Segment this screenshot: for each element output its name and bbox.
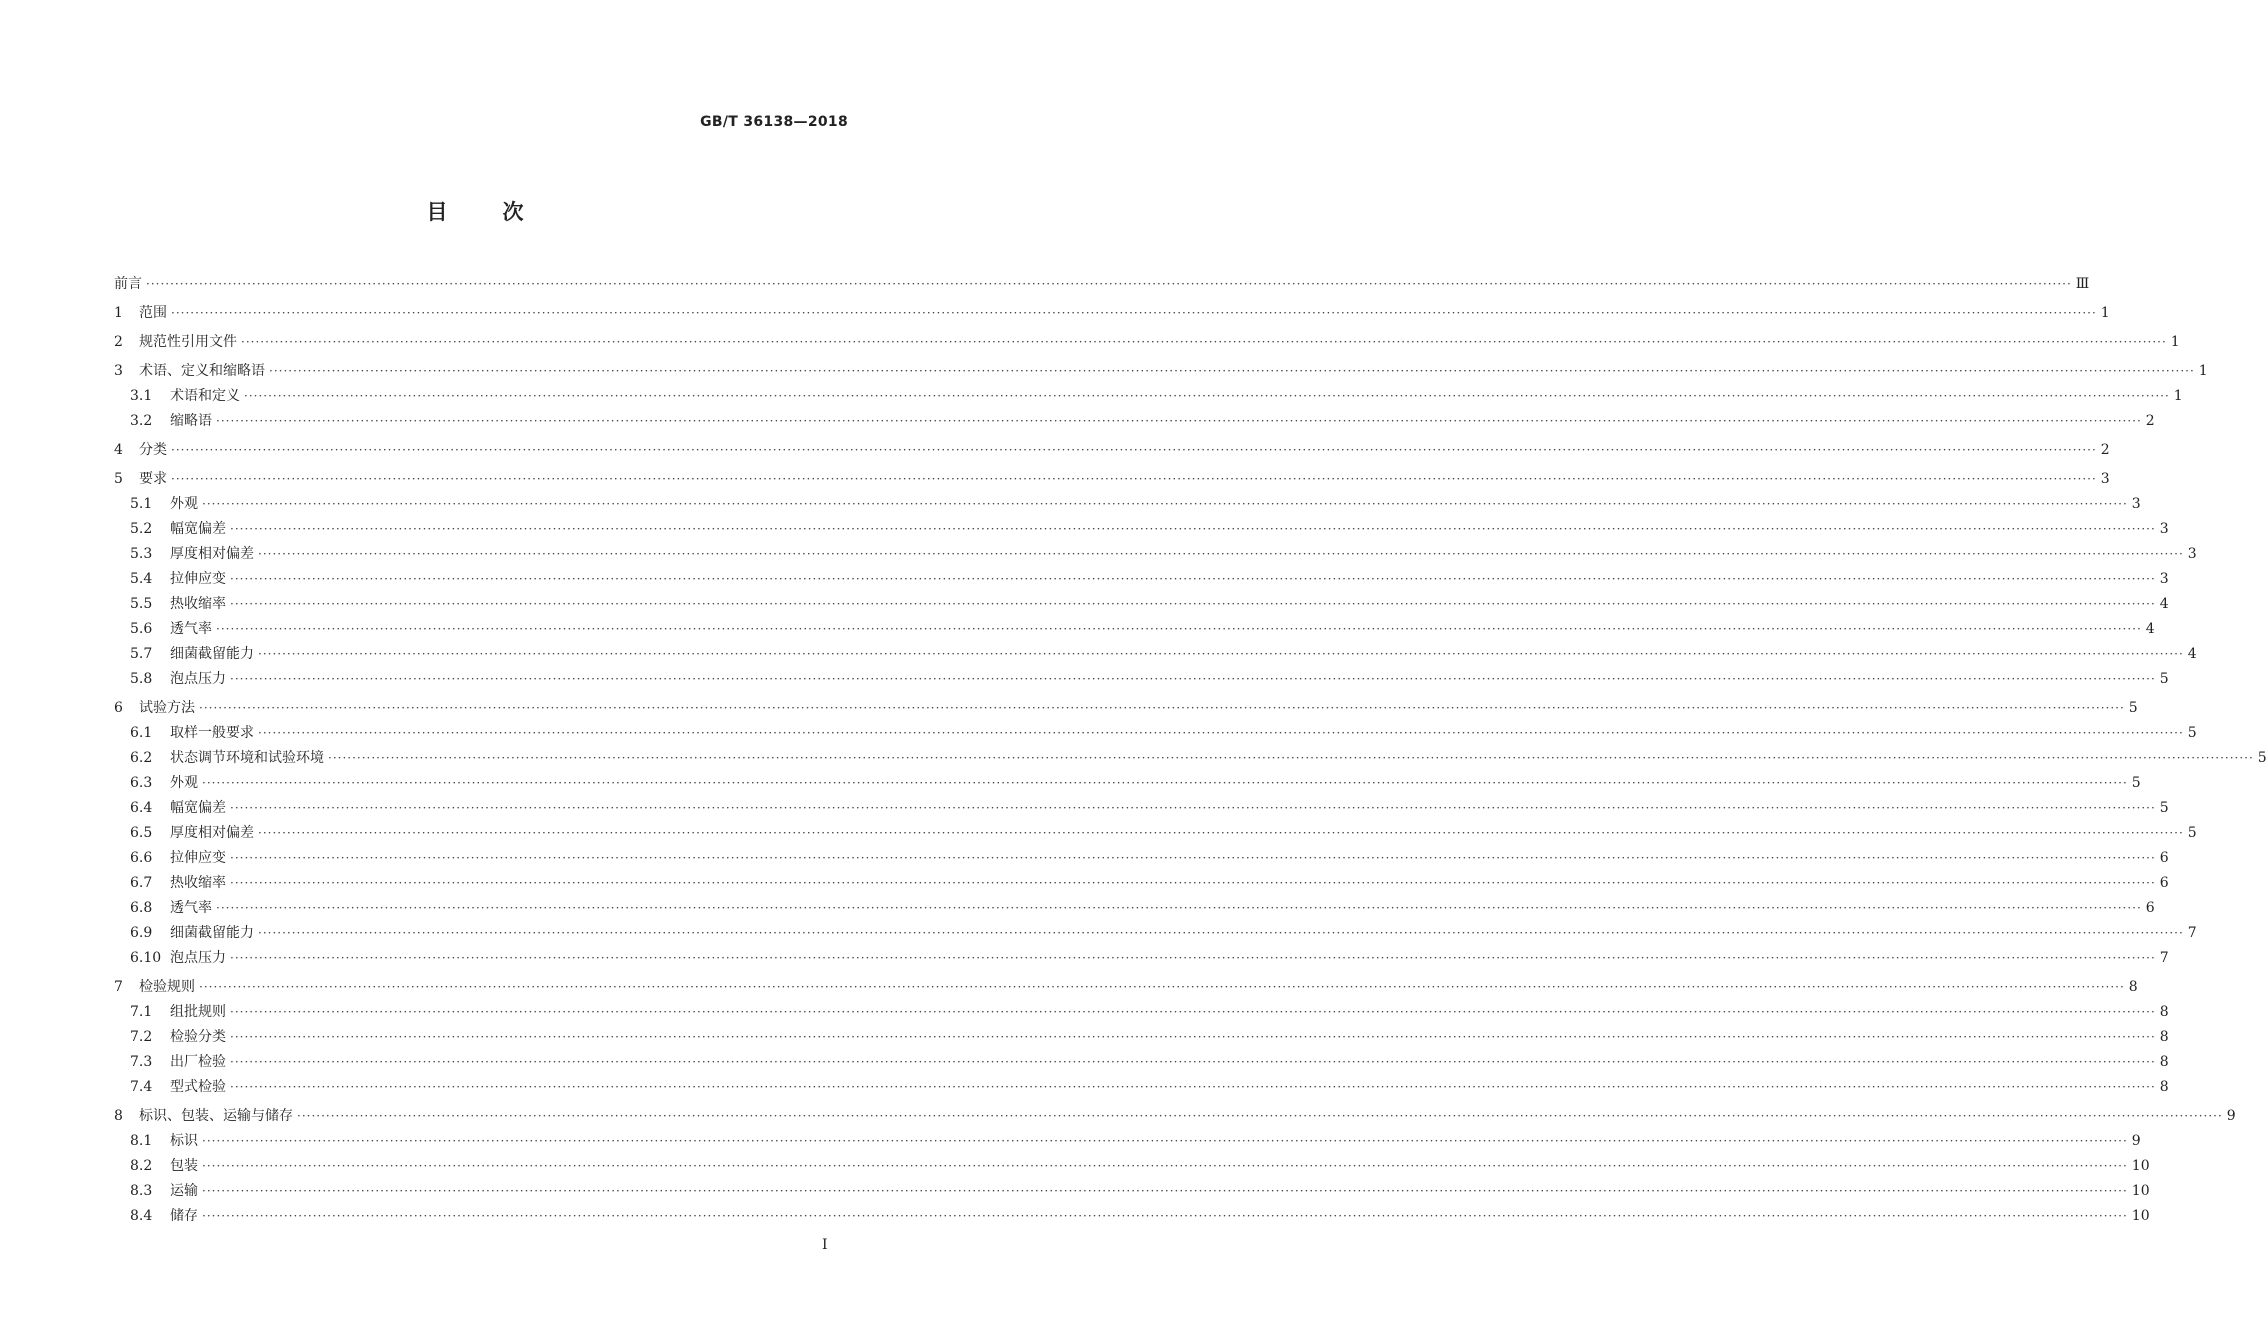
toc-entry-number: 6.5 — [130, 825, 153, 841]
toc-entry[interactable] — [114, 771, 2141, 796]
toc-entry-title: 检验规则 — [139, 979, 195, 995]
toc-entry[interactable] — [114, 272, 2090, 297]
toc-leader-dots: ················································································································································································································································································································································································································ — [230, 951, 2156, 965]
toc-entry-page: 10 — [2131, 1208, 2150, 1224]
toc-leader-dots: ················································································································································································································································································································································································································ — [216, 622, 2142, 636]
toc-entry-page: 5 — [2257, 750, 2267, 766]
toc-entry-title: 幅宽偏差 — [170, 800, 226, 816]
toc-entry[interactable] — [114, 975, 2138, 1000]
toc-entry-title: 试验方法 — [139, 700, 195, 716]
toc-entry[interactable] — [114, 330, 2180, 355]
toc-entry-number: 6.3 — [130, 775, 153, 791]
toc-entry-page: 5 — [2159, 671, 2169, 687]
toc-leader-dots: ················································································································································································································································································································································································································ — [230, 1005, 2156, 1019]
toc-entry[interactable] — [114, 567, 2169, 592]
toc-entry[interactable] — [114, 409, 2155, 434]
toc-entry-page: 1 — [2100, 305, 2110, 321]
toc-entry-page: 1 — [2198, 363, 2208, 379]
toc-entry-number: 6.9 — [130, 925, 153, 941]
toc-leader-dots: ················································································································································································································································································································································································································ — [230, 1055, 2156, 1069]
toc-entry[interactable] — [114, 696, 2138, 721]
toc-entry-number: 3 — [114, 363, 123, 379]
toc-entry-number: 8.2 — [130, 1158, 153, 1174]
toc-entry-page: 4 — [2145, 621, 2155, 637]
toc-leader-dots: ················································································································································································································································································································································································································ — [258, 826, 2184, 840]
toc-entry-number: 5.5 — [130, 596, 153, 612]
toc-entry-page: 4 — [2159, 596, 2169, 612]
toc-entry-page: 3 — [2131, 496, 2141, 512]
toc-leader-dots: ················································································································································································································································································································································································································ — [258, 926, 2184, 940]
toc-entry[interactable] — [114, 617, 2155, 642]
toc-leader-dots: ················································································································································································································································································································································································································ — [202, 1159, 2128, 1173]
toc-entry-number: 7.4 — [130, 1079, 153, 1095]
toc-entry[interactable] — [114, 438, 2110, 463]
toc-entry-title: 规范性引用文件 — [139, 334, 237, 350]
toc-entry-number: 5.2 — [130, 521, 153, 537]
toc-leader-dots: ················································································································································································································································································································································································································ — [171, 472, 2097, 486]
toc-entry[interactable] — [114, 1204, 2150, 1229]
toc-entry-number: 6.4 — [130, 800, 153, 816]
table-of-contents — [114, 272, 2267, 1229]
toc-entry-number: 7.2 — [130, 1029, 153, 1045]
toc-entry-page: 3 — [2159, 521, 2169, 537]
toc-entry[interactable] — [114, 1104, 2236, 1129]
toc-entry-title: 细菌截留能力 — [170, 925, 254, 941]
toc-leader-dots: ················································································································································································································································································································································································································ — [202, 497, 2128, 511]
toc-leader-dots: ················································································································································································································································································································································································································ — [230, 572, 2156, 586]
toc-entry-page: 10 — [2131, 1183, 2150, 1199]
toc-leader-dots: ················································································································································································································································································································································································································ — [297, 1109, 2223, 1123]
toc-entry-page: 5 — [2131, 775, 2141, 791]
toc-entry-number: 6.10 — [130, 950, 162, 966]
toc-entry-title: 透气率 — [170, 900, 212, 916]
toc-entry-title: 包装 — [170, 1158, 198, 1174]
title-char-1: 目 — [426, 200, 448, 224]
toc-leader-dots: ················································································································································································································································································································································································································ — [230, 1080, 2156, 1094]
toc-leader-dots: ················································································································································································································································································································································································································ — [202, 1184, 2128, 1198]
toc-leader-dots: ················································································································································································································································································································································································································ — [244, 389, 2170, 403]
toc-entry-number: 5.8 — [130, 671, 153, 687]
toc-entry[interactable] — [114, 746, 2267, 771]
toc-leader-dots: ················································································································································································································································································································································································································ — [269, 364, 2195, 378]
toc-entry-page: 8 — [2159, 1079, 2169, 1095]
toc-entry-number: 5.1 — [130, 496, 153, 512]
toc-entry-number: 3.1 — [130, 388, 153, 404]
toc-entry[interactable] — [114, 467, 2110, 492]
toc-entry[interactable] — [114, 1025, 2169, 1050]
toc-entry-title: 术语、定义和缩略语 — [139, 363, 265, 379]
page-folio: I — [822, 1237, 828, 1253]
toc-entry-title: 分类 — [139, 442, 167, 458]
toc-entry-title: 标识、包装、运输与储存 — [139, 1108, 293, 1124]
toc-entry-page: Ⅲ — [2075, 276, 2090, 292]
toc-entry-number: 6 — [114, 700, 123, 716]
toc-entry-page: 5 — [2128, 700, 2138, 716]
toc-entry-page: 9 — [2131, 1133, 2141, 1149]
toc-entry[interactable] — [114, 871, 2169, 896]
toc-entry-title: 热收缩率 — [170, 875, 226, 891]
page-title — [0, 196, 950, 226]
toc-entry-title: 范围 — [139, 305, 167, 321]
toc-leader-dots: ················································································································································································································································································································································································································ — [202, 776, 2128, 790]
toc-entry-title: 储存 — [170, 1208, 198, 1224]
toc-entry[interactable] — [114, 1179, 2150, 1204]
toc-leader-dots: ················································································································································································································································································································································································································ — [230, 851, 2156, 865]
toc-leader-dots: ················································································································································································································································································································································································································ — [202, 1209, 2128, 1223]
toc-entry-title: 泡点压力 — [170, 950, 226, 966]
toc-entry[interactable] — [114, 846, 2169, 871]
toc-entry-title: 术语和定义 — [170, 388, 240, 404]
toc-entry-title: 外观 — [170, 775, 198, 791]
toc-leader-dots: ················································································································································································································································································································································································································ — [202, 1134, 2128, 1148]
toc-entry[interactable] — [114, 542, 2197, 567]
toc-entry-page: 7 — [2159, 950, 2169, 966]
toc-entry-title: 泡点压力 — [170, 671, 226, 687]
toc-entry[interactable] — [114, 796, 2169, 821]
toc-entry-number: 6.6 — [130, 850, 153, 866]
toc-entry[interactable] — [114, 1075, 2169, 1100]
toc-entry-number: 7.1 — [130, 1004, 153, 1020]
toc-entry-number: 8.4 — [130, 1208, 153, 1224]
toc-entry-page: 6 — [2145, 900, 2155, 916]
toc-entry-title: 透气率 — [170, 621, 212, 637]
toc-leader-dots: ················································································································································································································································································································································································································ — [199, 701, 2125, 715]
toc-entry-title: 标识 — [170, 1133, 198, 1149]
toc-entry[interactable] — [114, 896, 2155, 921]
toc-entry-page: 2 — [2145, 413, 2155, 429]
toc-entry-number: 6.7 — [130, 875, 153, 891]
toc-entry-number: 8.1 — [130, 1133, 153, 1149]
toc-entry-title: 拉伸应变 — [170, 571, 226, 587]
toc-entry-page: 8 — [2159, 1054, 2169, 1070]
toc-entry-number: 7 — [114, 979, 123, 995]
toc-entry-page: 6 — [2159, 850, 2169, 866]
toc-entry[interactable] — [114, 1154, 2150, 1179]
toc-leader-dots: ················································································································································································································································································································································································································ — [216, 414, 2142, 428]
toc-entry-number: 5.4 — [130, 571, 153, 587]
toc-entry-number: 8.3 — [130, 1183, 153, 1199]
toc-entry-page: 8 — [2159, 1004, 2169, 1020]
toc-entry-title: 外观 — [170, 496, 198, 512]
toc-leader-dots: ················································································································································································································································································································································································································ — [230, 876, 2156, 890]
toc-leader-dots: ················································································································································································································································································································································································································ — [258, 647, 2184, 661]
toc-entry[interactable] — [114, 946, 2169, 971]
toc-entry-number: 6.2 — [130, 750, 153, 766]
toc-leader-dots: ················································································································································································································································································································································································································ — [171, 306, 2097, 320]
toc-entry[interactable] — [114, 517, 2169, 542]
toc-entry-page: 5 — [2159, 800, 2169, 816]
toc-entry-title: 状态调节环境和试验环境 — [170, 750, 324, 766]
toc-entry[interactable] — [114, 821, 2197, 846]
toc-entry-title: 缩略语 — [170, 413, 212, 429]
toc-entry-number: 2 — [114, 334, 123, 350]
toc-entry-number: 6.1 — [130, 725, 153, 741]
toc-entry-title: 厚度相对偏差 — [170, 825, 254, 841]
toc-entry[interactable] — [114, 921, 2197, 946]
toc-entry-page: 6 — [2159, 875, 2169, 891]
toc-entry[interactable] — [114, 721, 2197, 746]
toc-leader-dots: ················································································································································································································································································································································································································ — [328, 751, 2254, 765]
toc-entry-number: 6.8 — [130, 900, 153, 916]
toc-leader-dots: ················································································································································································································································································································································································································ — [216, 901, 2142, 915]
toc-leader-dots: ················································································································································································································································································································································································································ — [230, 597, 2156, 611]
toc-entry-number: 5 — [114, 471, 123, 487]
toc-entry-title: 取样一般要求 — [170, 725, 254, 741]
toc-entry[interactable] — [114, 1129, 2141, 1154]
toc-entry[interactable] — [114, 492, 2141, 517]
toc-entry-title: 型式检验 — [170, 1079, 226, 1095]
toc-entry-page: 5 — [2187, 725, 2197, 741]
toc-leader-dots: ················································································································································································································································································································································································································ — [199, 980, 2125, 994]
toc-entry-page: 3 — [2159, 571, 2169, 587]
toc-leader-dots: ················································································································································································································································································································································································································ — [241, 335, 2167, 349]
toc-entry-title: 拉伸应变 — [170, 850, 226, 866]
toc-entry-number: 5.3 — [130, 546, 153, 562]
toc-entry-page: 3 — [2187, 546, 2197, 562]
toc-entry-number: 1 — [114, 305, 123, 321]
toc-entry[interactable] — [114, 301, 2110, 326]
toc-entry-title: 前言 — [114, 276, 142, 292]
toc-entry-page: 9 — [2226, 1108, 2236, 1124]
toc-entry-page: 7 — [2187, 925, 2197, 941]
toc-entry-page: 10 — [2131, 1158, 2150, 1174]
toc-entry-number: 5.6 — [130, 621, 153, 637]
toc-entry-title: 幅宽偏差 — [170, 521, 226, 537]
toc-entry-title: 厚度相对偏差 — [170, 546, 254, 562]
toc-entry-title: 细菌截留能力 — [170, 646, 254, 662]
toc-entry-title: 要求 — [139, 471, 167, 487]
toc-entry[interactable] — [114, 667, 2169, 692]
toc-entry-page: 5 — [2187, 825, 2197, 841]
toc-entry-number: 3.2 — [130, 413, 153, 429]
toc-entry-number: 5.7 — [130, 646, 153, 662]
toc-leader-dots: ················································································································································································································································································································································································································ — [230, 522, 2156, 536]
toc-entry-page: 1 — [2173, 388, 2183, 404]
toc-leader-dots: ················································································································································································································································································································································································································ — [230, 1030, 2156, 1044]
toc-entry-page: 4 — [2187, 646, 2197, 662]
toc-leader-dots: ················································································································································································································································································································································································································ — [258, 726, 2184, 740]
toc-entry[interactable] — [114, 1050, 2169, 1075]
toc-entry-title: 出厂检验 — [170, 1054, 226, 1070]
toc-entry-page: 1 — [2170, 334, 2180, 350]
toc-entry[interactable] — [114, 359, 2208, 384]
toc-entry-page: 8 — [2128, 979, 2138, 995]
toc-entry-number: 4 — [114, 442, 123, 458]
toc-entry-title: 热收缩率 — [170, 596, 226, 612]
toc-entry[interactable] — [114, 642, 2197, 667]
toc-entry[interactable] — [114, 1000, 2169, 1025]
toc-entry-title: 检验分类 — [170, 1029, 226, 1045]
toc-leader-dots: ················································································································································································································································································································································································································ — [230, 672, 2156, 686]
standard-code: GB/T 36138—2018 — [700, 114, 848, 130]
toc-entry-number: 8 — [114, 1108, 123, 1124]
toc-entry-number: 7.3 — [130, 1054, 153, 1070]
toc-leader-dots: ················································································································································································································································································································································································································ — [230, 801, 2156, 815]
toc-leader-dots: ················································································································································································································································································································································································································ — [258, 547, 2184, 561]
toc-entry[interactable] — [114, 592, 2169, 617]
title-char-2: 次 — [502, 200, 524, 224]
toc-entry-page: 8 — [2159, 1029, 2169, 1045]
toc-entry-title: 组批规则 — [170, 1004, 226, 1020]
toc-entry-page: 3 — [2100, 471, 2110, 487]
toc-leader-dots: ················································································································································································································································································································································································································ — [171, 443, 2097, 457]
toc-entry-title: 运输 — [170, 1183, 198, 1199]
toc-entry[interactable] — [114, 384, 2183, 409]
toc-entry-page: 2 — [2100, 442, 2110, 458]
toc-leader-dots: ················································································································································································································································································································································································································ — [146, 277, 2072, 291]
